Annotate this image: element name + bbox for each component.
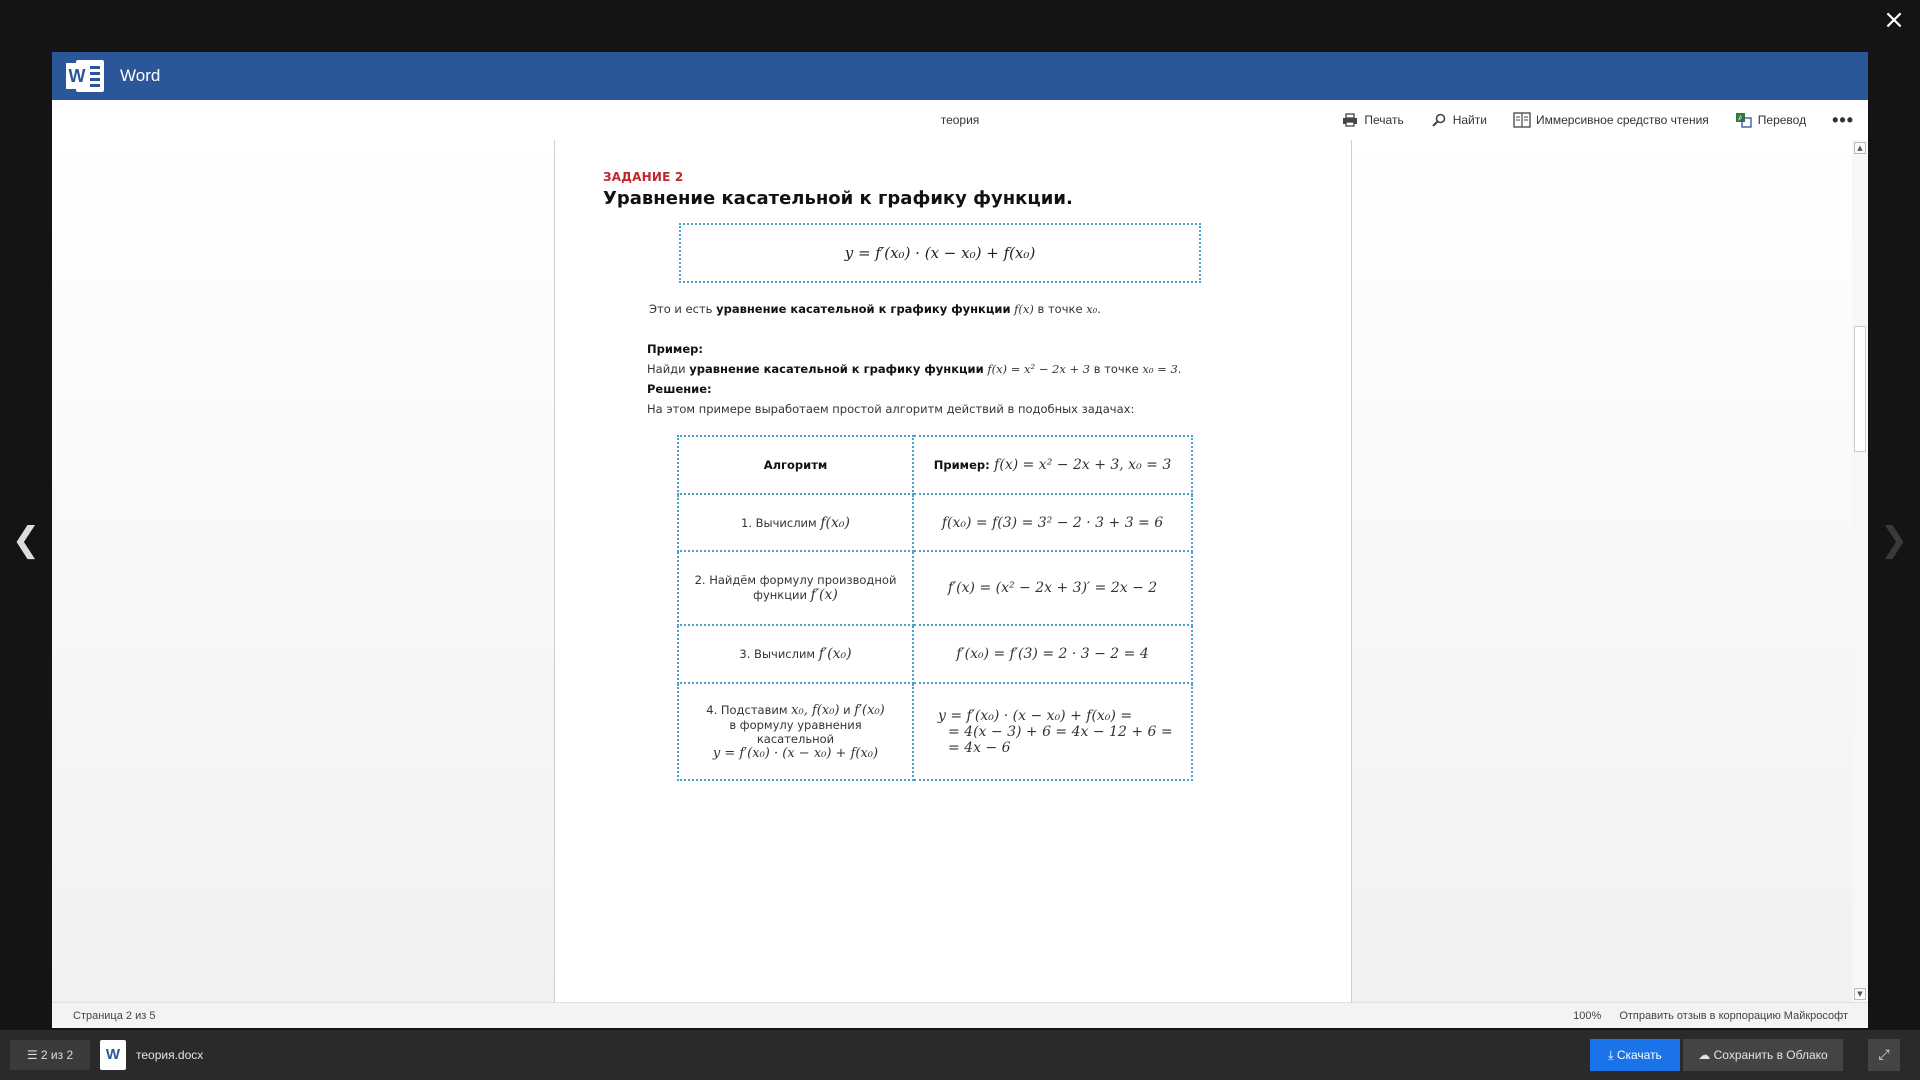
file-counter-button[interactable]: ☰ 2 из 2 — [10, 1040, 90, 1070]
definition-paragraph: Это и есть уравнение касательной к графику функции f(x) в точке x₀. — [649, 302, 1101, 316]
scrollbar-thumb[interactable] — [1854, 326, 1866, 452]
document-title: теория — [940, 113, 980, 127]
document-area[interactable] — [52, 140, 1868, 1002]
cloud-icon: ☁ — [1698, 1048, 1714, 1062]
download-button[interactable]: ⤓ Скачать — [1590, 1039, 1680, 1071]
solution-label: Решение: — [647, 382, 712, 396]
printer-icon — [1341, 112, 1359, 128]
algorithm-table — [677, 435, 1193, 781]
table-row — [678, 625, 1192, 683]
status-bar — [52, 1002, 1868, 1028]
table-row — [678, 494, 1192, 551]
print-button[interactable] — [1341, 112, 1403, 128]
zoom-level[interactable]: 100% — [1573, 1010, 1602, 1022]
example-text: Найди уравнение касательной к графику функции f(x) = x² − 2x + 3 в точке x₀ = 3. — [647, 362, 1182, 376]
close-icon[interactable]: × — [1883, 5, 1905, 35]
word-viewer — [52, 52, 1868, 1028]
fullscreen-icon[interactable]: ⤢ — [1868, 1039, 1900, 1071]
word-file-icon: W — [100, 1040, 126, 1070]
table-cell-result: f(x₀) = f(3) = 3² − 2 · 3 + 3 = 6 — [913, 494, 1192, 551]
file-name: теория.docx — [136, 1048, 204, 1062]
next-arrow-icon[interactable]: ❯ — [1879, 520, 1909, 560]
previous-arrow-icon[interactable]: ❮ — [11, 520, 41, 560]
table-header-example: Пример: f(x) = x² − 2x + 3, x₀ = 3 — [913, 436, 1192, 494]
translate-button[interactable] — [1735, 112, 1806, 128]
bottom-toolbar — [0, 1030, 1920, 1080]
app-header — [52, 52, 1868, 100]
search-icon — [1430, 112, 1448, 128]
download-icon: ⤓ — [1608, 1048, 1617, 1062]
word-logo-icon: W — [66, 58, 104, 94]
table-cell-step: 3. Вычислим f′(x₀) — [678, 625, 913, 683]
file-chip[interactable] — [100, 1040, 203, 1070]
scroll-down-icon[interactable]: ▼ — [1854, 988, 1866, 1000]
immersive-reader-label: Иммерсивное средство чтения — [1535, 113, 1709, 127]
list-icon: ☰ — [26, 1048, 41, 1062]
example-block — [647, 339, 1303, 419]
table-cell-result: y = f′(x₀) · (x − x₀) + f(x₀) = = 4(x − 3) + 6 = 4x − 12 + 6 = = 4x − 6 — [913, 683, 1192, 780]
save-to-cloud-button[interactable]: ☁ Сохранить в Облако — [1683, 1039, 1843, 1071]
page-heading: Уравнение касательной к графику функции. — [603, 188, 1073, 209]
immersive-reader-icon — [1513, 112, 1531, 128]
table-cell-step: 2. Найдём формулу производной функции f′(x) — [678, 551, 913, 625]
table-row — [678, 436, 1192, 494]
more-options-icon[interactable]: ••• — [1832, 109, 1854, 130]
find-button[interactable] — [1430, 112, 1487, 128]
scroll-up-icon[interactable]: ▲ — [1854, 142, 1866, 154]
table-row — [678, 551, 1192, 625]
app-title: Word — [120, 66, 161, 85]
task-label: ЗАДАНИЕ 2 — [603, 170, 684, 184]
svg-text:A: A — [1738, 114, 1744, 123]
table-header-algorithm: Алгоритм — [678, 436, 913, 494]
document-page — [554, 140, 1352, 1002]
page-indicator: Страница 2 из 5 — [73, 1010, 156, 1022]
table-cell-step: 1. Вычислим f(x₀) — [678, 494, 913, 551]
find-label: Найти — [1452, 113, 1487, 127]
command-bar — [52, 100, 1868, 140]
feedback-link[interactable]: Отправить отзыв в корпорацию Майкрософт — [1619, 1010, 1848, 1022]
vertical-scrollbar[interactable] — [1852, 140, 1868, 1002]
translate-icon — [1735, 112, 1753, 128]
immersive-reader-button[interactable] — [1513, 112, 1709, 128]
print-label: Печать — [1364, 113, 1404, 127]
formula-box: y = f′(x₀) · (x − x₀) + f(x₀) — [679, 223, 1201, 283]
table-row — [678, 683, 1192, 780]
solution-text: На этом примере выработаем простой алгоритм действий в подобных задачах: — [647, 402, 1135, 416]
table-cell-step: 4. Подставим x₀, f(x₀) и f′(x₀) в формулу уравнения касательной y = f′(x₀) · (x − x₀) + f(x₀) — [678, 683, 913, 780]
table-cell-result: f′(x) = (x² − 2x + 3)′ = 2x − 2 — [913, 551, 1192, 625]
table-cell-result: f′(x₀) = f′(3) = 2 · 3 − 2 = 4 — [913, 625, 1192, 683]
example-label: Пример: — [647, 342, 703, 356]
translate-label: Перевод — [1757, 113, 1807, 127]
